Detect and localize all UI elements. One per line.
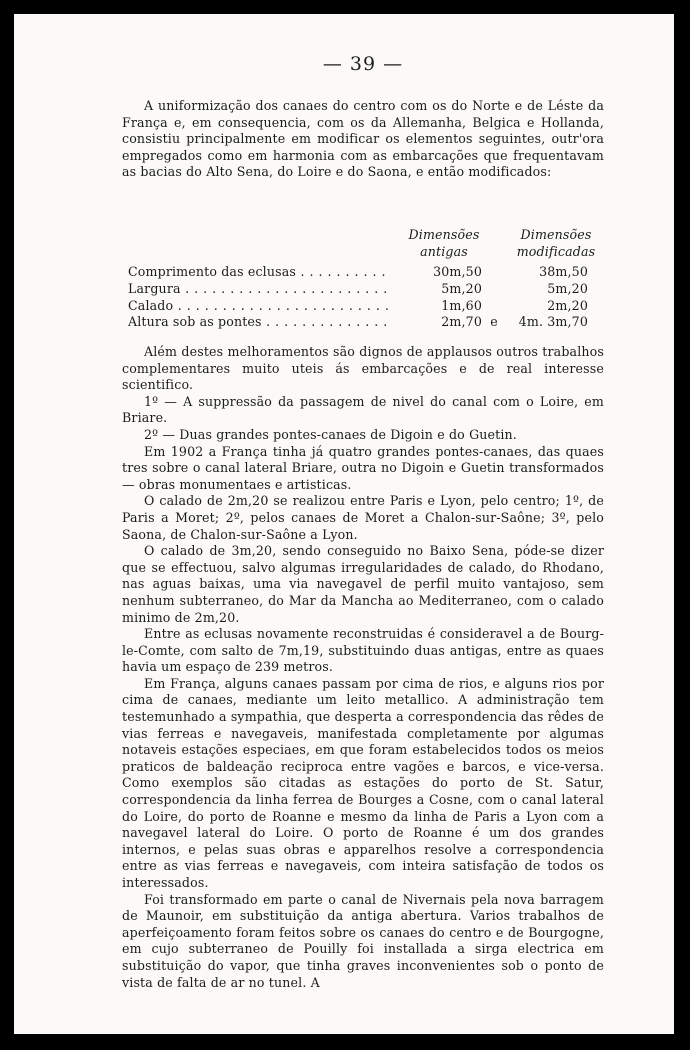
paragraph-improvements: Além destes melhoramentos são dignos de applausos outros trabalhos complementares muito uteis ás embarcações e de real interesse scientifico. xyxy=(122,344,604,393)
row-new-value: 5m,20 xyxy=(547,280,588,296)
paragraph-franca: Em França, alguns canaes passam por cima de rios, e alguns rios por cima de canaes, mediante um leito metallico. A administração tem testemunhado a sympathia, que desperta a correspondencia das rêdes de vias ferreas e navegaveis, manifestada completamente por algumas notaveis estações especiaes, em que foram estabelecidos todos os meios praticos de baldeação reciproca entre vagões e barcos, e vice-versa. Como exemplos são citadas as estações do porto de St. Satur, correspondencia da linha ferrea de Bourges a Cosne, com o canal lateral do Loire, do porto de Roanne e mesmo da linha de Paris a Lyon com a navegavel lateral do Loire. O porto de Roanne é um dos grandes internos, e pelas suas obras e apparelhos resolve a correspondencia entre as vias ferreas e navegaveis, com inteira satisfação de todos os interessados. xyxy=(122,675,604,890)
paragraph-calado-2m20: O calado de 2m,20 se realizou entre Paris e Lyon, pelo centro; 1º, de Paris a Moret; 2º, pelos canaes de Moret a Chalon-sur-Saône; 3º, pelo Saona, de Chalon-sur-Saône a Lyon. xyxy=(122,493,604,542)
table-row xyxy=(122,264,604,281)
paragraph-1902: Em 1902 a França tinha já quatro grandes pontes-canaes, das quaes tres sobre o canal lateral Briare, outra no Digoin e Guetin transformados — obras monumentaes e artisticas. xyxy=(122,443,604,492)
row-new-value: 38m,50 xyxy=(539,264,588,279)
table-row xyxy=(122,281,604,298)
row-label: Largura . . . xyxy=(128,281,390,298)
row-label: Comprimento das eclusas . . . xyxy=(128,264,390,281)
paragraph-item-2: 2º — Duas grandes pontes-canaes de Digoin e do Guetin. xyxy=(144,426,517,442)
header-new-line1: Dimensões xyxy=(520,227,592,242)
row-separator: e xyxy=(490,314,498,330)
row-new-value: 2m,20 xyxy=(547,297,588,313)
row-new-value: 4m. 3m,70 xyxy=(518,314,588,330)
paragraph-nivernais: Foi transformado em parte o canal de Nivernais pela nova barragem de Maunoir, em substituição da antiga abertura. Varios trabalhos de aperfeiçoamento foram feitos sobre os canaes do centro e de Bourgogne, em cujo subterraneo de Pouilly foi installada a sirga electrica em substituição do vapor, que tinha graves inconvenientes sob o ponto de vista de falta de ar no tunel. A xyxy=(122,891,604,990)
paragraph-calado-3m20: O calado de 3m,20, sendo conseguido no Baixo Sena, póde-se dizer que se effectuou, salvo algumas irregularidades de calado, do Rhodano, nas aguas baixas, uma via navegavel de perfil muito vantajoso, sem nenhum subterraneo, do Mar da Mancha ao Mediterraneo, com o calado minimo de 2m,20. xyxy=(122,543,604,625)
header-new-dimensions xyxy=(506,227,606,260)
table-row xyxy=(122,314,604,331)
row-old-value: 1m,60 xyxy=(441,297,482,313)
row-old-value: 2m,70 xyxy=(441,314,482,330)
intro-paragraph: A uniformização dos canaes do centro com os do Norte e de Léste da França e, em consequencia, com os da Allemanha, Belgica e Hollanda, consistiu principalmente em modificar os elementos seguintes, outr'ora empregados como em harmonia com as embarcações que frequentavam as bacias do Alto Sena, do Loire e do Saona, e então modificados: xyxy=(122,98,604,180)
document-page xyxy=(14,14,674,1034)
page-number: — 39 — xyxy=(322,53,404,75)
row-old-value: 30m,50 xyxy=(433,264,482,279)
header-old-dimensions xyxy=(394,227,494,260)
header-old-line2: antigas xyxy=(420,243,468,259)
header-old-line1: Dimensões xyxy=(408,227,480,242)
row-label: Calado . . . xyxy=(128,298,390,315)
paragraph-eclusas: Entre as eclusas novamente reconstruidas é consideravel a de Bourg-le-Comte, com salto de 7m,19, substituindo duas antigas, entre as quaes havia um espaço de 239 metros. xyxy=(122,626,604,675)
paragraph-item-1: 1º — A suppressão da passagem de nivel do canal com o Loire, em Briare. xyxy=(122,393,604,426)
row-label: Altura sob as pontes . . . xyxy=(128,314,390,331)
table-row xyxy=(122,298,604,315)
body-text xyxy=(122,344,604,991)
header-new-line2: modificadas xyxy=(516,243,596,259)
dimensions-table xyxy=(122,264,604,331)
row-old-value: 5m,20 xyxy=(441,280,482,296)
